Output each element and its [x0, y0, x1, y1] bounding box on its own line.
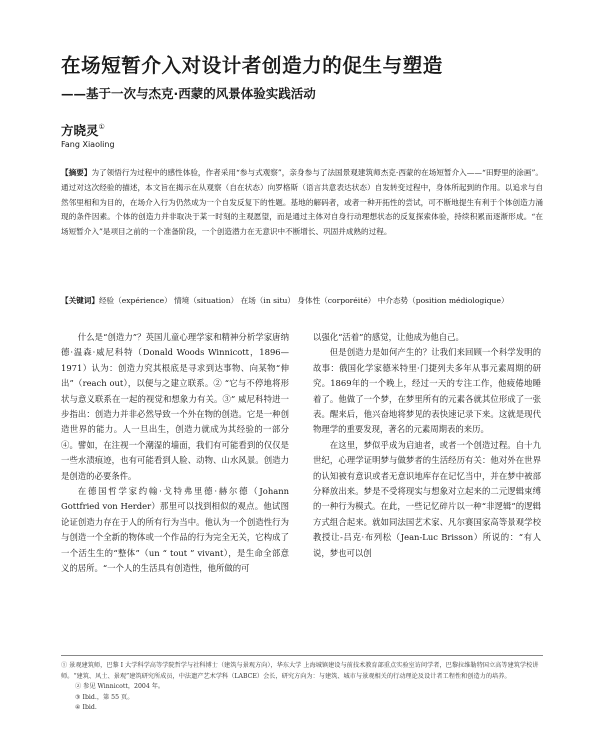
footnotes	[61, 661, 543, 714]
keywords-text: 经验（expérience） 情境（situation） 在场（in situ） 身体性（corporéité） 中介态势（position médiologique）	[98, 296, 509, 305]
author-footnote-mark: ①	[98, 123, 105, 131]
abstract-label: 【摘要】	[61, 168, 92, 177]
body-paragraph: 什么是“创造力”？英国儿童心理学家和精神分析学家唐纳德·温森·威尼科特（Donald Woods Winnicott，1896—1971）认为：创造力究其根底是寻求到达事物、向某物“伸出”（reach out），以便与之建立联系。② “它与不停地将形状与意义联系在一起的视觉和想象力有关。③” 威尼科特进一步指出：创造力并非必然导致一个外在物的创造。它是一种创造世界的能力。人一旦出生，创造力就成为其经验的一部分④。譬如，在注视一个潮湿的墙面，我们有可能看到的仅仅是一些水渍痕迹，也有可能看到人脸、动物、山水风景。创造力是创造的必要条件。	[61, 332, 289, 481]
keywords	[61, 294, 543, 309]
body-paragraph: 但是创造力是如何产生的？让我们来回顾一个科学发明的故事：俄国化学家德米特里·门捷列夫多年从事元素周期的研究。1869年的一个晚上，经过一天的专注工作，他疲倦地睡着了。他做了一个梦，在梦里所有的元素各就其位形成了一张表。醒来后，他兴奋地将梦见的表快速记录下来。这就是现代物理学的重要发现，著名的元素周期表的来历。	[313, 347, 541, 435]
body-column-right	[313, 330, 541, 561]
body-paragraph: 以强化“活着”的感觉，让他成为他自己。	[313, 332, 464, 342]
footnote-item: ① 景观建筑师，巴黎 I 大学科学高等学院哲学与社科博士（建筑与景观方向），华东大学 上海城镇建设与前技术教育部重点实验室访问学者，巴黎拉维勒特国立高等建筑学校讲师。“建筑、风土、景观”建筑研究所成员，中法遗产艺术学科（LABCE）会长，研究方向为：与建筑、城市与景观相关的行动理论及设计者工程性和创造力的培养。	[61, 662, 539, 680]
keywords-label: 【关键词】	[61, 296, 99, 305]
footnote-item: ④ Ibid.	[75, 704, 97, 712]
footnote-item: ② 参见 Winnicott，2004 年。	[75, 683, 165, 691]
body-paragraph: 在这里，梦似乎成为启迪者，或者一个创造过程。自十九世纪，心理学证明梦与做梦者的生活经历有关：他对外在世界的认知被有意识或者无意识地库存在记忆当中，并在梦中被部分释放出来。梦是不受将现实与想象对立起来的二元逻辑束缚的一种行为模式。在此，一些记忆碎片以一种“非逻辑”的逻辑方式组合起来。就如同法国艺术家、凡尔赛国家高等景观学校教授让-吕克·布列松（Jean-Luc Brisson）所说的：“有人说，梦也可以创	[313, 439, 541, 558]
article-title: 在场短暂介入对设计者创造力的促生与塑造	[61, 54, 443, 77]
article-subtitle: ——基于一次与杰克·西蒙的风景体验实践活动	[61, 86, 316, 101]
author-name	[61, 121, 105, 139]
author-name-en: Fang Xiaoling	[61, 140, 115, 149]
body-paragraph: 在德国哲学家约翰·戈特弗里德·赫尔德（Johann Gottfried von Herder）那里可以找到相似的观点。他试图论证创造力存在于人的所有行为当中。他认为一个创造性行为与创造一个全新的物体或一个作品的行为完全无关，它构成了一个活生生的“整体”（un “ tout ” vivant），是生命全部意义的居所。“一个人的生活具有创造性，他所做的可	[61, 486, 289, 574]
author-name-cn: 方晓灵	[61, 123, 99, 138]
abstract	[61, 166, 543, 240]
abstract-text: 为了领悟行为过程中的感性体验，作者采用“参与式观察”，亲身参与了法国景观建筑师杰克·西蒙的在场短暂介入——“田野里的涂画”。通过对这次经验的描述，本文旨在揭示在从观察（自在状态）向罗格斯（语言共意表达状态）自发转变过程中，身体所起到的作用。以追求与自然邻里相和为目的，在场介入行为仍然成为一个自发反复下的性题。基地的解码者，或者一种开拓性的尝试，可不断地提生有利于个体创造力涌现的条件因素。个体的创造力并非取决于某一时刻的主观愿望，而是通过主体对自身行动理想状态的反复探索体验，持续积累而逐渐形成。“在场短暂介入”是项目之前的一个准备阶段，一个创造潜力在无意识中不断增长、巩固并成熟的过程。	[61, 168, 544, 237]
footnote-divider	[61, 655, 543, 656]
body-column-left	[61, 330, 289, 577]
footnote-item: ③ Ibid.，第 55 页。	[75, 693, 134, 701]
